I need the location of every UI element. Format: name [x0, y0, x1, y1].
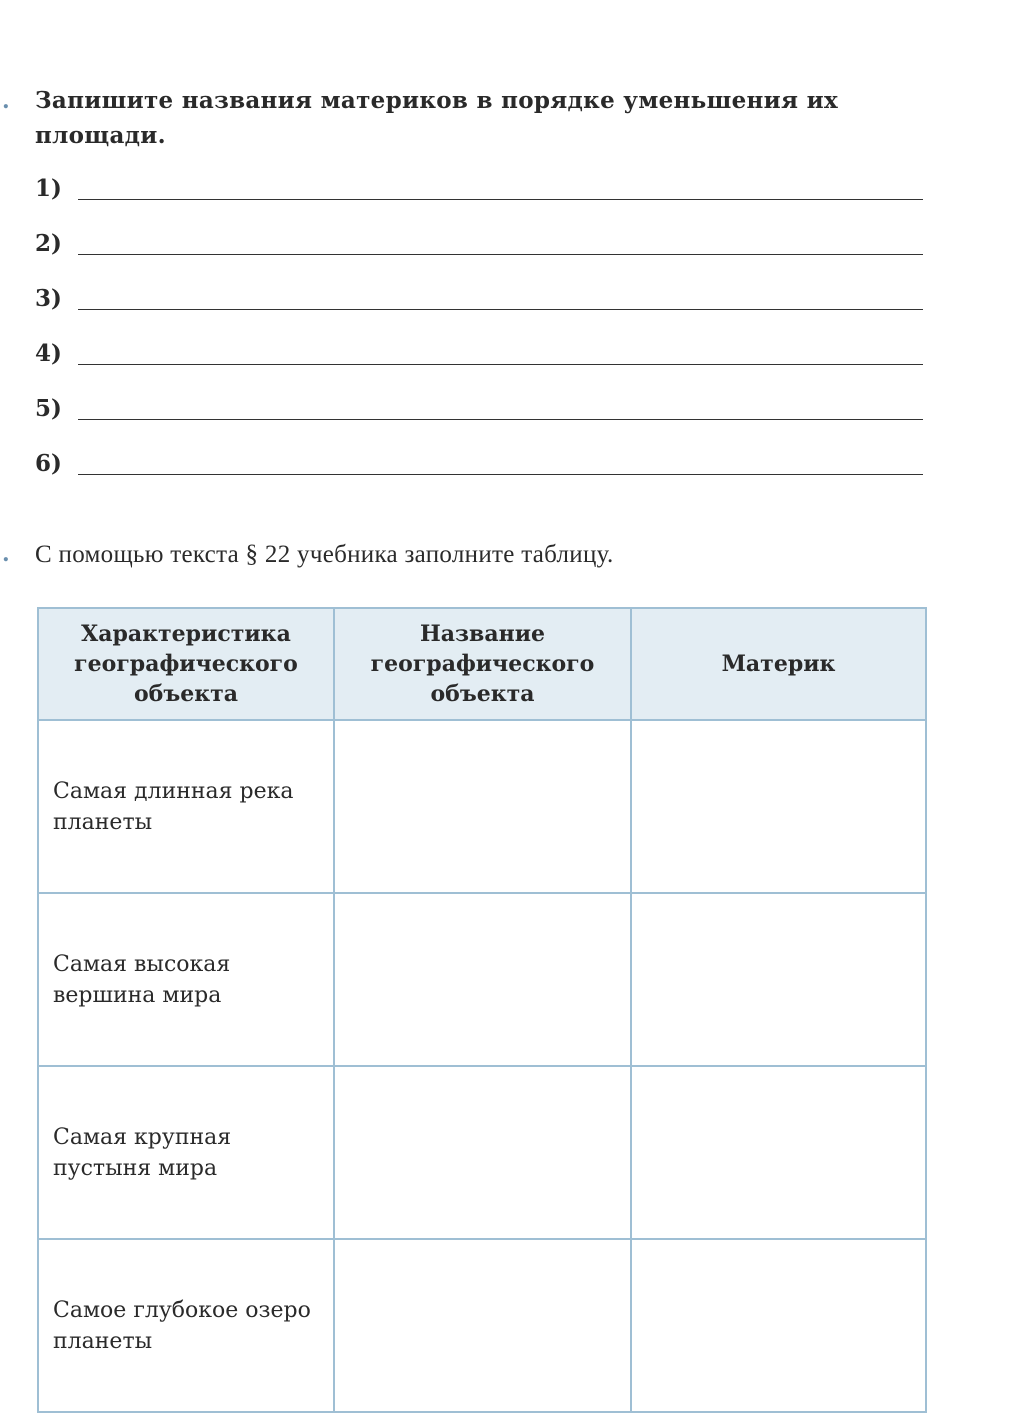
object-name-cell[interactable] [334, 1239, 631, 1412]
table-row [38, 893, 926, 1066]
write-line [78, 364, 923, 365]
answer-number: 4) [35, 340, 62, 367]
write-line [78, 309, 923, 310]
write-line [78, 474, 923, 475]
table-row [38, 1066, 926, 1239]
table-row [38, 720, 926, 893]
answer-number: 1) [35, 175, 62, 202]
object-name-cell[interactable] [334, 720, 631, 893]
continent-cell[interactable] [631, 1239, 926, 1412]
task1-bullet: . [2, 88, 10, 114]
continent-cell[interactable] [631, 1066, 926, 1239]
task2-bullet: . [2, 541, 10, 567]
task1-prompt-line2: площади. [35, 122, 166, 149]
header-object-name: Название географического объекта [334, 608, 631, 720]
table-header-row [38, 608, 926, 720]
write-line [78, 199, 923, 200]
characteristic-cell: Самая высокая вершина мира [38, 893, 334, 1066]
answer-line-1[interactable] [35, 175, 923, 205]
characteristic-cell: Самая крупная пустыня мира [38, 1066, 334, 1239]
object-name-cell[interactable] [334, 1066, 631, 1239]
write-line [78, 254, 923, 255]
answer-line-2[interactable] [35, 230, 923, 260]
header-continent: Материк [631, 608, 926, 720]
header-characteristic: Характеристика географического объекта [38, 608, 334, 720]
characteristic-cell: Самая длинная река планеты [38, 720, 334, 893]
object-name-cell[interactable] [334, 893, 631, 1066]
continent-cell[interactable] [631, 720, 926, 893]
answer-line-5[interactable] [35, 395, 923, 425]
answer-line-6[interactable] [35, 450, 923, 480]
geography-table [37, 607, 927, 1413]
answer-line-4[interactable] [35, 340, 923, 370]
continent-cell[interactable] [631, 893, 926, 1066]
answer-line-3[interactable] [35, 285, 923, 315]
task1-prompt-line1: Запишите названия материков в порядке уменьшения их [35, 87, 839, 114]
answer-number: 3) [35, 285, 62, 312]
answer-number: 6) [35, 450, 62, 477]
characteristic-cell: Самое глубокое озеро планеты [38, 1239, 334, 1412]
answer-number: 5) [35, 395, 62, 422]
table-row [38, 1239, 926, 1412]
answer-number: 2) [35, 230, 62, 257]
task2-prompt: С помощью текста § 22 учебника заполните таблицу. [35, 541, 614, 568]
write-line [78, 419, 923, 420]
